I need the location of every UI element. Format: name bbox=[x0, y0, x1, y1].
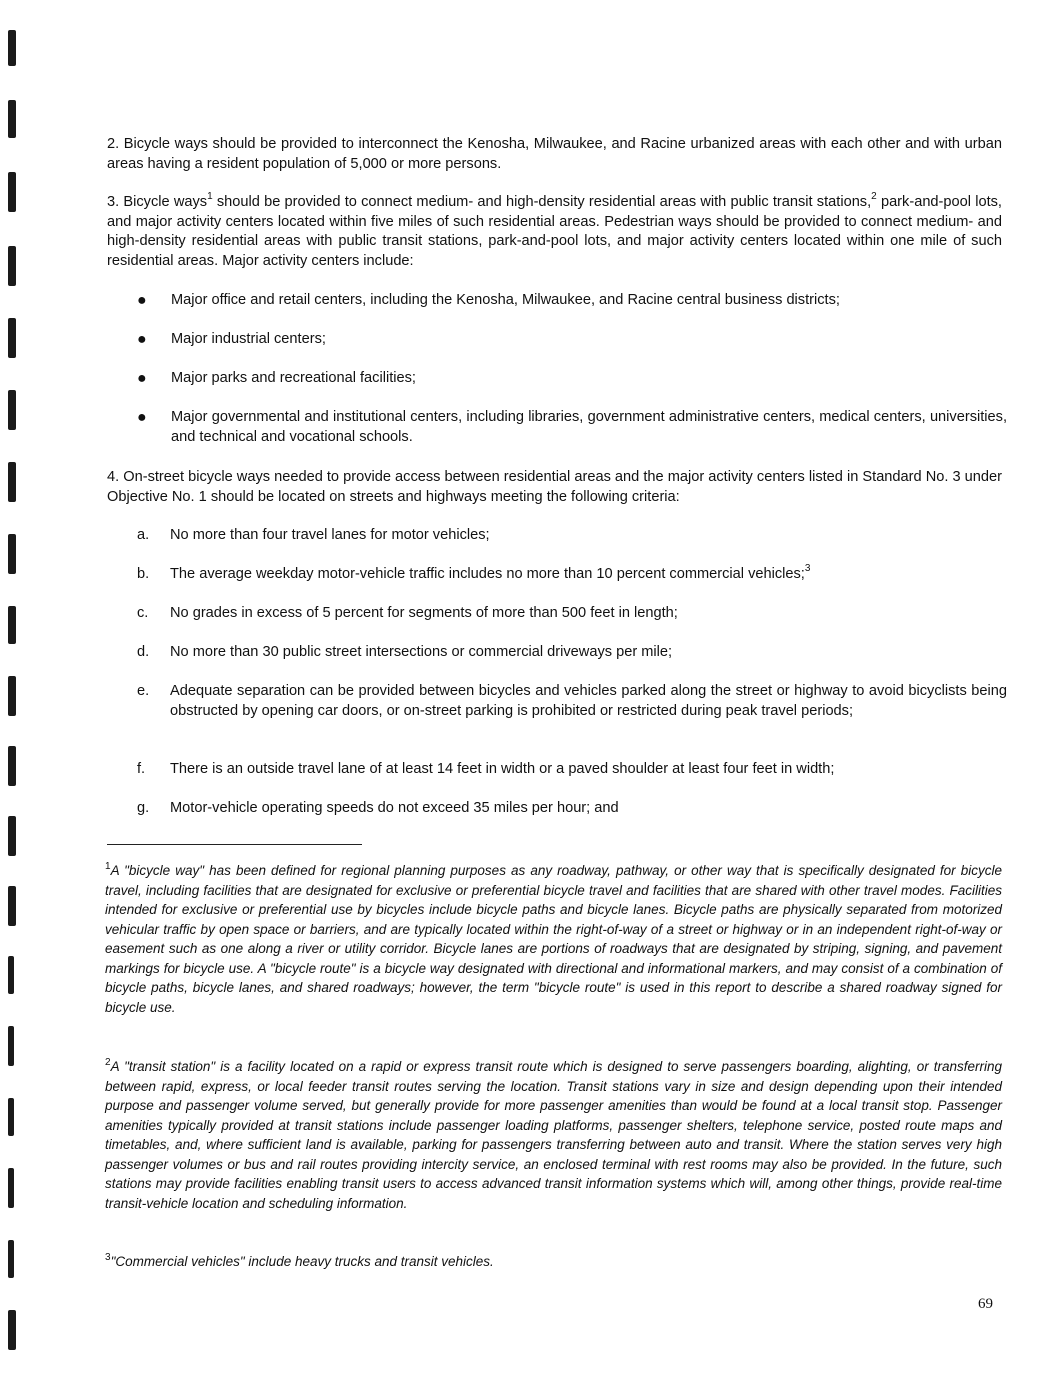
bullet-icon: ● bbox=[137, 292, 147, 309]
paragraph-standard-3: 3. Bicycle ways$^1$ should be provided to connect medium- and high-density residential areas with public transit stations,$^2$ park-and-pool lots, and major activity centers located within five miles of such residential areas. Pedestrian ways should be provided to connect medium- and high-density residential areas with public transit stations, park-and-pool lots, and major activity centers located within one mile of such residential areas. Major activity centers include: bbox=[107, 191, 1002, 269]
criteria-letter: a. bbox=[137, 527, 150, 543]
bullet-icon: ● bbox=[137, 370, 147, 387]
criteria-letter: b. bbox=[137, 566, 150, 582]
criteria-letter: e. bbox=[137, 683, 150, 699]
criteria-letter: d. bbox=[137, 644, 150, 660]
criteria-letter: f. bbox=[137, 761, 146, 777]
page-number: 69 bbox=[978, 1296, 993, 1312]
footnote-3: $^3$"Commercial vehicles" include heavy trucks and transit vehicles. bbox=[105, 1252, 494, 1269]
document-page: 2. Bicycle ways should be provided to interconnect the Kenosha, Milwaukee, and Racine urbanized areas with each other and with urban areas having a resident population of 5,000 or more persons. 3. Bicycle ways$^1$ should be provided to connect medium- and high-density residential areas with public transit stations,$^2$ park-and-pool lots, and major activity centers located within five miles of such residential areas. Pedestrian ways should be provided to connect medium- and high-density residential areas with public transit stations, park-and-pool lots, and major activity centers located within one mile of such residential areas. Major activity centers include: ● Major office and retail centers, including the Kenosha, Milwaukee, and Racine central business districts; ● Major industrial centers; ● Major parks and recreational facilities; ● Major governmental and institutional centers, including libraries, government administrative centers, medical centers, universities, and technical and vocational schools. 4. On-street bicycle ways needed to provide access between residential areas and the major activity centers listed in Standard No. 3 under Objective No. 1 should be located on streets and highways meeting the following criteria: a. No more than four travel lanes for motor vehicles; b. The average weekday motor-vehicle traffic includes no more than 10 percent commercial vehicles;$^3$ c. No grades in excess of 5 percent for segments of more than 500 feet in length; d. No more than 30 public street intersections or commercial driveways per mile; e. Adequate separation can be provided between bicycles and vehicles parked along the street or highway to avoid bicyclists being obstructed by opening car doors, or on-street parking is prohibited or restricted during peak travel periods; f. There is an outside travel lane of at least 14 feet in width or a paved shoulder at least four feet in width; g. Motor-vehicle operating speeds do not exceed 35 miles per hour; and $^1$A "bicycle way" has been defined for regional planning purposes as any roadway, pathway, or other way that is specifically designated for bicycle travel, including facilities that are designated for exclusive or preferential bicycle travel and facilities that are shared with other travel modes. Facilities intended for exclusive or preferential use by bicycles include bicycle paths and bicycle lanes. Bicycle paths are physically separated from motorized vehicular traffic by open space or barriers, and are typically located within the right-of-way of a street or highway or in an independent right-of-way or easement such as one along a river or utility corridor. Bicycle lanes are portions of roadways that are designated by striping, signing, and pavement markings for bicycle use. A "bicycle route" is a bicycle way designated with directional and informational markers, and may consist of a combination of bicycle paths, bicycle lanes, and shared roadways; however, the term "bicycle route" is used in this report to describe a shared roadway signed for bicycle use. $^2$A "transit station" is a facility located on a rapid or express transit route which is designed to serve passengers boarding, alighting, or transferring between rapid, express, or local feeder transit routes serving the location. Transit stations vary in size and design depending upon their intended purpose and passenger volume served, but generally provide for more passenger amenities than would be found at a local transit stop. Passenger amenities typically provided at transit stations include passenger loading platforms, passenger shelters, telephone service, posted route maps and timetables, and, where sufficient land is available, parking for passengers transferring between auto and transit. Where the station serves very high passenger volumes or bus and rail routes providing intercity service, an enclosed terminal with rest rooms may also be provided. In the future, such stations may provide facilities enabling transit users to access advanced transit information systems which will, among other things, provide real-time transit-vehicle location and scheduling information. $^3$"Commercial vehicles" include heavy trucks and transit vehicles. 69 bbox=[0, 0, 1062, 1380]
footnote-ref-3: 3 bbox=[804, 563, 811, 574]
binding-holes-decoration bbox=[6, 0, 30, 1380]
bullet-icon: ● bbox=[137, 331, 147, 348]
footnote-ref-1: 1 bbox=[207, 191, 213, 202]
criteria-letter: g. bbox=[137, 800, 150, 816]
paragraph-standard-2: 2. Bicycle ways should be provided to interconnect the Kenosha, Milwaukee, and Racine urbanized areas with each other and with urban areas having a resident population of 5,000 or more persons. bbox=[107, 136, 1002, 172]
footnote-2: $^2$A "transit station" is a facility located on a rapid or express transit route which is designed to serve passengers boarding, alighting, or transferring between rapid, express, or local feeder transit routes serving the location. Transit stations vary in size and design depending upon their intended purpose and passenger volume served, but generally provide for more passenger amenities than would be found at a local transit stop. Passenger amenities typically provided at transit stations include passenger loading platforms, passenger shelters, telephone service, posted route maps and timetables, and, where sufficient land is available, parking for passengers transferring between auto and transit. Where the station serves very high passenger volumes or bus and rail routes providing intercity service, an enclosed terminal with rest rooms may also be provided. In the future, such stations may provide facilities enabling transit users to access advanced transit information systems which will, among other things, provide real-time transit-vehicle location and scheduling information. bbox=[105, 1057, 1002, 1211]
footnote-1: $^1$A "bicycle way" has been defined for regional planning purposes as any roadway, pathway, or other way that is specifically designated for bicycle travel, including facilities that are designated for exclusive or preferential bicycle travel and facilities that are shared with other travel modes. Facilities intended for exclusive or preferential use by bicycles include bicycle paths and bicycle lanes. Bicycle paths are physically separated from motorized vehicular traffic by open space or barriers, and are typically located within the right-of-way of a street or highway or in an independent right-of-way or easement such as one along a river or utility corridor. Bicycle lanes are portions of roadways that are designated by striping, signing, and pavement markings for bicycle use. A "bicycle route" is a bicycle way designated with directional and informational markers, and may consist of a combination of bicycle paths, bicycle lanes, and shared roadways; however, the term "bicycle route" is used in this report to describe a shared roadway signed for bicycle use. bbox=[105, 861, 1002, 1015]
criteria-letter: c. bbox=[137, 605, 149, 621]
paragraph-standard-4: 4. On-street bicycle ways needed to provide access between residential areas and the major activity centers listed in Standard No. 3 under Objective No. 1 should be located on streets and highways meeting the following criteria: bbox=[107, 469, 1002, 505]
footnote-ref-2: 2 bbox=[871, 191, 877, 202]
footnote-divider bbox=[107, 844, 362, 845]
bullet-icon: ● bbox=[137, 409, 147, 426]
